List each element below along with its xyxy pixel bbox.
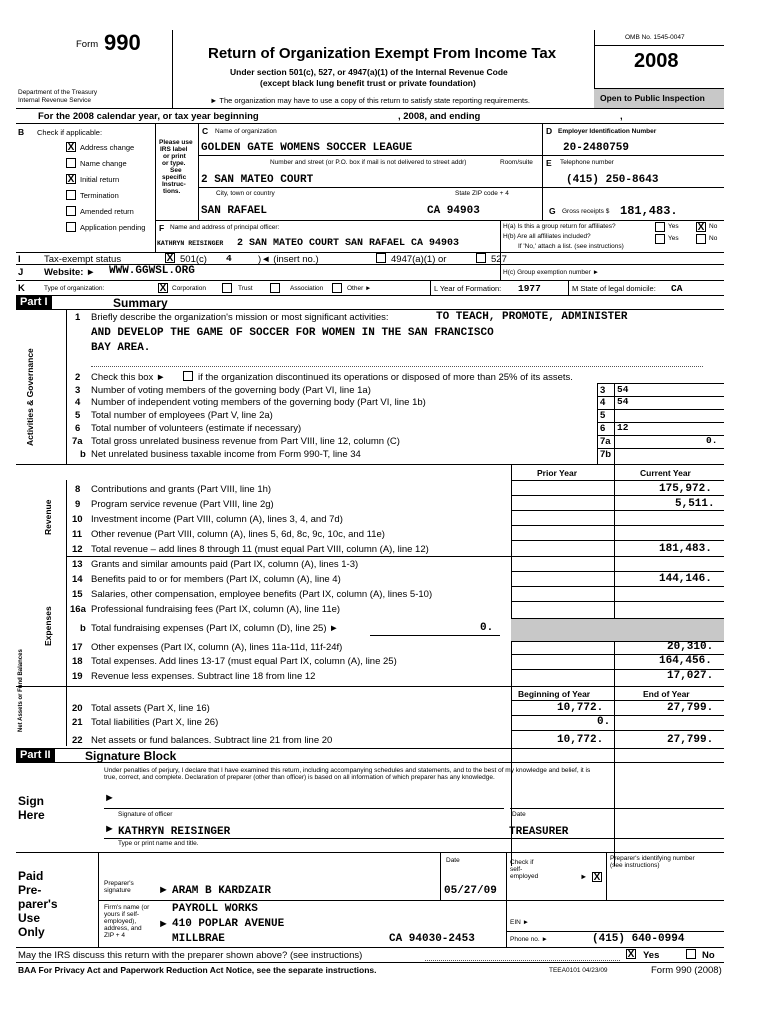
name-title-caption: Type or print name and title. <box>118 840 199 847</box>
line-number: 13 <box>72 559 83 570</box>
activities-governance-side-label: Activities & Governance <box>25 348 35 446</box>
yes-label: Yes <box>668 223 679 230</box>
line-16b-text: Total fundraising expenses (Part IX, column (D), line 25) ► <box>91 623 339 634</box>
amended-return-checkbox[interactable] <box>66 206 76 216</box>
line-11-text: Other revenue (Part VIII, column (A), lines 5, 6d, 8c, 9c, 10c, and 11e) <box>91 529 385 540</box>
principal-officer-caption: Name and address of principal officer: <box>170 224 280 231</box>
line-15-text: Salaries, other compensation, employee benefits (Part IX, column (A), lines 5-10) <box>91 589 433 600</box>
firm-caption-3: employed), <box>104 918 137 925</box>
department: Department of the Treasury <box>18 89 98 96</box>
affiliates-no-checkbox[interactable] <box>696 234 706 244</box>
state-domicile-value: CA <box>671 283 683 294</box>
line-13-text: Grants and similar amounts paid (Part IX, column (A), lines 1-3) <box>91 559 359 570</box>
no-label: No <box>709 235 718 242</box>
officer-name: KATHRYN REISINGER <box>118 826 231 838</box>
irs-label-text: See <box>170 167 182 174</box>
irs-label-text: tions. <box>163 188 181 195</box>
form-title: Return of Organization Exempt From Income Tax <box>208 45 557 62</box>
association-checkbox[interactable] <box>270 283 280 293</box>
amended-return-label: Amended return <box>80 207 134 216</box>
line-20-begin: 10,772. <box>557 702 604 714</box>
row-i-label: I <box>18 254 21 265</box>
officer-title: TREASURER <box>509 826 569 838</box>
line-16a-text: Professional fundraising fees (Part IX, column (A), line 11e) <box>91 604 341 615</box>
firm-street: 410 POPLAR AVENUE <box>172 918 285 930</box>
501c-checkbox[interactable]: X <box>166 253 174 264</box>
irs-label-text: Instruc- <box>162 181 186 188</box>
preparer-date: 05/27/09 <box>444 885 497 897</box>
omb-number: OMB No. 1545-0047 <box>625 34 685 41</box>
current-year-header: Current Year <box>640 468 691 478</box>
line-17-current: 20,310. <box>667 641 714 653</box>
row-k-label: K <box>18 283 25 294</box>
perjury-statement: Under penalties of perjury, I declare that I have examined this return, including accompanying schedules and statements, and to the best of my knowledge and belief, it is <box>104 767 591 774</box>
line-number: 10 <box>72 514 83 525</box>
name-change-checkbox[interactable] <box>66 158 76 168</box>
website-label: Website: ► <box>44 267 96 278</box>
section-f-label: F <box>159 223 165 233</box>
line-7a-value: 0. <box>706 435 718 446</box>
row-j-label: J <box>18 267 24 278</box>
line-9-text: Program service revenue (Part VIII, line 2g) <box>91 499 274 510</box>
section-c-label: C <box>202 126 209 136</box>
line-20-text: Total assets (Part X, line 16) <box>91 703 210 714</box>
privacy-notice: BAA For Privacy Act and Paperwork Reduction Act Notice, see the separate instructions. <box>18 965 377 975</box>
line-18-current: 164,456. <box>659 655 712 667</box>
line-10-text: Investment income (Part VIII, column (A), lines 3, 4, and 7d) <box>91 514 343 525</box>
ein-caption: Employer Identification Number <box>558 128 657 135</box>
discontinued-ops-checkbox[interactable] <box>183 371 193 381</box>
termination-label: Termination <box>80 191 119 200</box>
insert-no-label: )◄ (insert no.) <box>258 254 319 265</box>
line-number: b <box>80 623 86 634</box>
name-change-label: Name change <box>80 159 127 168</box>
prior-year-header: Prior Year <box>537 468 578 478</box>
line-2-rest: if the organization discontinued its operations or disposed of more than 25% of its assets. <box>198 372 573 383</box>
line-6-text: Total number of volunteers (estimate if necessary) <box>91 423 302 434</box>
org-street: 2 SAN MATEO COURT <box>201 174 314 186</box>
self-caption: self- <box>510 866 523 873</box>
initial-return-label: Initial return <box>80 175 120 184</box>
irs-label-text: specific <box>162 174 187 181</box>
line-16b-inline-value: 0. <box>480 622 494 634</box>
comma: , <box>620 111 623 122</box>
affiliates-yes-checkbox[interactable] <box>655 234 665 244</box>
open-to-public: Open to Public Inspection <box>600 93 705 103</box>
preparer-signature-caption: Preparer's <box>104 880 134 887</box>
part-1-tag: Part I <box>16 295 52 309</box>
4947-label: 4947(a)(1) or <box>391 254 447 265</box>
line-19-text: Revenue less expenses. Subtract line 18 from line 12 <box>91 671 316 682</box>
corporation-label: Corporation <box>172 285 206 292</box>
line-17-text: Other expenses (Part IX, column (A), lines 11a-11d, 11f-24f) <box>91 642 343 653</box>
gross-receipts-value: 181,483. <box>620 204 678 218</box>
phone-caption: Telephone number <box>560 159 614 166</box>
irs-label-text: or type. <box>162 160 186 167</box>
trust-label: Trust <box>238 285 253 292</box>
line-22-end: 27,799. <box>667 734 714 746</box>
city-caption: City, town or country <box>216 190 275 197</box>
firm-state-zip: CA 94030-2453 <box>389 933 475 945</box>
yes-label: Yes <box>668 235 679 242</box>
firm-phone-caption: Phone no. ► <box>510 936 548 943</box>
h-b-note: If 'No,' attach a list. (see instructions) <box>518 243 624 250</box>
address-change-label: Address change <box>80 143 135 152</box>
527-label: 527 <box>491 254 507 265</box>
line-1-text: Briefly describe the organization's mission or most significant activities: <box>91 312 389 323</box>
tax-exempt-status-label: Tax-exempt status <box>44 254 122 265</box>
ein-value: 20-2480759 <box>563 142 630 154</box>
revenue-side-label: Revenue <box>43 499 53 535</box>
irs-label-text: Please use <box>159 139 193 146</box>
line-4-text: Number of independent voting members of the governing body (Part VI, line 1b) <box>91 397 426 408</box>
form-subtitle: Under section 501(c), 527, or 4947(a)(1) of the Internal Revenue Code <box>230 67 508 77</box>
line-number: 11 <box>72 529 83 540</box>
initial-return-checkbox[interactable]: X <box>67 174 75 185</box>
application-pending-checkbox[interactable] <box>66 222 76 232</box>
line-5-text: Total number of employees (Part V, line 2a) <box>91 410 273 421</box>
discuss-yes-checkbox[interactable]: X <box>627 949 635 960</box>
website-value[interactable]: WWW.GGWSL.ORG <box>109 265 195 277</box>
expenses-side-label: Expenses <box>43 606 53 646</box>
irs-label-text: or print <box>163 153 186 160</box>
preparers-label: parer's <box>18 897 58 911</box>
end-of-year-header: End of Year <box>643 689 690 699</box>
ptin-caption-2: (see instructions) <box>610 862 660 869</box>
527-checkbox[interactable] <box>476 253 486 263</box>
firm-caption-2: yours if self- <box>104 911 140 918</box>
box-number: 7b <box>600 449 612 460</box>
irs-label-text: IRS label <box>160 146 188 153</box>
line-number: 6 <box>75 423 81 434</box>
beginning-of-year-header: Beginning of Year <box>518 689 591 699</box>
line-3-text: Number of voting members of the governing body (Part VI, line 1a) <box>91 385 371 396</box>
line-number: 14 <box>72 574 83 585</box>
mission-line-1: TO TEACH, PROMOTE, ADMINISTER <box>436 311 628 323</box>
line-21-begin: 0. <box>597 716 611 728</box>
principal-officer-name: KATHRYN REISINGER <box>157 240 224 247</box>
line-number: 18 <box>72 656 83 667</box>
line-14-text: Benefits paid to or for members (Part IX, column (A), line 4) <box>91 574 341 585</box>
check-if-applicable: Check if applicable: <box>37 128 103 137</box>
h-c-question: H(c) Group exemption number ► <box>503 269 600 276</box>
no-label: No <box>709 223 718 230</box>
org-name-caption: Name of organization <box>215 128 277 135</box>
line-number: 5 <box>75 410 81 421</box>
state-notice: ► The organization may have to use a copy of this return to satisfy state reporting requirements. <box>210 96 530 105</box>
gross-receipts-caption: Gross receipts $ <box>562 208 610 215</box>
termination-checkbox[interactable] <box>66 190 76 200</box>
4947-checkbox[interactable] <box>376 253 386 263</box>
line-number: 21 <box>72 717 83 728</box>
preparer-date-caption: Date <box>446 857 460 864</box>
application-pending-label: Application pending <box>80 223 146 232</box>
street-caption: Number and street (or P.O. box if mail is not delivered to street addr) <box>270 159 467 166</box>
line-8-current: 175,972. <box>659 483 712 495</box>
group-return-no-checkbox[interactable]: X <box>697 222 705 233</box>
h-a-question: H(a) Is this a group return for affiliates? <box>503 223 616 230</box>
firm-caption: Firm's name (or <box>104 904 150 911</box>
section-g-label: G <box>549 206 556 216</box>
line-number: 4 <box>75 397 81 408</box>
section-e-label: E <box>546 158 552 168</box>
firm-ein-caption: EIN ► <box>510 919 530 926</box>
line-22-begin: 10,772. <box>557 734 604 746</box>
preparer-name[interactable]: ARAM B KARDZAIR <box>172 885 272 897</box>
perjury-statement-2: true, correct, and complete. Declaration of preparer (other than officer) is based on all information of which preparer has any knowledge. <box>104 774 495 781</box>
address-change-checkbox[interactable]: X <box>67 142 75 153</box>
year-formation-value: 1977 <box>518 283 541 294</box>
sign-label: Sign <box>18 794 44 808</box>
line-9-current: 5,511. <box>675 498 715 510</box>
line-number: 12 <box>72 544 83 555</box>
line-7b-text: Net unrelated business taxable income from Form 990-T, line 34 <box>91 449 361 460</box>
section-d-label: D <box>546 126 553 136</box>
net-assets-side-label: Net Assets or Fund Balances <box>18 649 24 732</box>
irs-label: Internal Revenue Service <box>18 97 91 104</box>
other-label: Other ► <box>347 285 372 292</box>
use-label: Use <box>18 911 41 925</box>
line-number: 3 <box>75 385 81 396</box>
line-number: 20 <box>72 703 83 714</box>
tax-year: 2008 <box>634 50 679 72</box>
form-footer-label: Form 990 (2008) <box>651 965 722 976</box>
ptin-caption: Preparer's identifying number <box>610 855 695 862</box>
org-state-zip: CA 94903 <box>427 205 480 217</box>
firm-phone: (415) 640-0994 <box>592 933 685 945</box>
line-number: 7a <box>72 436 83 447</box>
irs-discuss-question: May the IRS discuss this return with the preparer shown above? (see instructions) <box>18 950 363 961</box>
preparer-signature-caption-2: signature <box>104 887 131 894</box>
discuss-no-label: No <box>702 950 715 961</box>
box-number: 4 <box>600 397 606 408</box>
line-6-value: 12 <box>617 422 629 433</box>
line-12-current: 181,483. <box>659 543 712 555</box>
state-zip-caption: State ZIP code + 4 <box>455 190 509 197</box>
phone-value: (415) 250-8643 <box>566 174 659 186</box>
group-return-yes-checkbox[interactable] <box>655 222 665 232</box>
mission-line-2: AND DEVELOP THE GAME OF SOCCER FOR WOMEN IN THE SAN FRANCISCO <box>91 327 494 339</box>
org-city: SAN RAFAEL <box>201 205 268 217</box>
line-4-value: 54 <box>617 396 629 407</box>
box-number: 7a <box>600 436 611 447</box>
form-number: 990 <box>104 30 141 55</box>
mission-line-3: BAY AREA. <box>91 342 151 354</box>
line-8-text: Contributions and grants (Part VIII, line 1h) <box>91 484 272 495</box>
principal-officer-address: 2 SAN MATEO COURT SAN RAFAEL CA 94903 <box>237 238 460 249</box>
box-number: 6 <box>600 423 606 434</box>
line-number: 9 <box>75 499 81 510</box>
form-990-page: Form 990 Department of the Treasury Internal Revenue Service Return of Organization Exempt From Income Tax Under section 501(c), 527, or 4947(a)(1) of the Internal Revenue Code (except black lung benefit trust or private foundation) ► The organization may have to use a copy of this return to satisfy state reporting requirements. OMB No. 1545-0047 2008 Open to Public Inspection For the 2008 calendar year, or tax year beginning , 2008, and ending , B Check if applicable: X Address change Name change X Initial return Termination Amended return Application pending Please use IRS label or print or type. See specific Instruc- tions. C Name of organization GOLDEN GATE WOMENS SOCCER LEAGUE Number and street (or P.O. box if mail is not delivered to street addr) Room/suite 2 SAN MATEO COURT City, town or country State ZIP code + 4 SAN RAFAEL CA 94903 D Employer Identification Number 20-2480759 E Telephone number (415) 250-8643 G Gross receipts $ 181,483. F Name and address of principal officer: KATHRYN REISINGER 2 SAN MATEO COURT SAN RAFAEL CA 94903 H(a) Is this a group return for affiliates? Yes X No H(b) Are all affiliates included? Yes No If 'No,' attach a list. (see instructions) I Tax-exempt status X 501(c) 4 )◄ (insert no.) 4947(a)(1) or 527 J Website: ► WWW.GGWSL.ORG H(c) Group exemption number ► K Type of organization: X Corporation Trust Association Other ► L Year of Formation: 1977 M State of legal domicile: CA Part I Summary Activities & Governance 1 Briefly describe the organization's mission or most significant activities: TO TEACH, PROMOTE, ADMINISTER AND DEVELOP THE GAME OF SOCCER FOR WOMEN IN THE SAN FRANCISCO BAY AREA. 2 Check this box ► if the organization discontinued its operations or disposed of more than 25% of its assets. 3 Number of voting members of the governing body (Part VI, line 1a) 3 54 4 Number of independent voting members of the governing body (Part VI, line 1b) 4 54 5 Total number of employees (Part V, line 2a) 5 6 Total number of volunteers (estimate if necessary) 6 12 7a Total gross unrelated business revenue from Part VIII, line 12, column (C) 7a 0. b Net unrelated business taxable income from Form 990-T, line 34 7b Prior Year Current Year Revenue 8 Contributions and grants (Part VIII, line 1h) 175,972. 9 Program service revenue (Part VIII, line 2g) 5,511. 10 Investment income (Part VIII, column (A), lines 3, 4, and 7d) 11 Other revenue (Part VIII, column (A), lines 5, 6d, 8c, 9c, 10c, and 11e) 12 Total revenue – add lines 8 through 11 (must equal Part VIII, column (A), line 12) 181,483. Expenses 13 Grants and similar amounts paid (Part IX, column (A), lines 1-3) 14 Benefits paid to or for members (Part IX, column (A), line 4) 144,146. 15 Salaries, other compensation, employee benefits (Part IX, column (A), lines 5-10) 16a Professional fundraising fees (Part IX, column (A), line 11e) b Total fundraising expenses (Part IX, column (D), line 25) ► 0. 17 Other expenses (Part IX, column (A), lines 11a-11d, 11f-24f) 20,310. 18 Total expenses. Add lines 13-17 (must equal Part IX, column (A), line 25) 164,456. 19 Revenue less expenses. Subtract line 18 from line 12 17,027. Beginning of Year End of Year Net Assets or Fund Balances 20 Total assets (Part X, line 16) 10,772. 27,799. 21 Total liabilities (Part X, line 26) 0. 22 Net assets or fund balances. Subtract line 21 from line 20 10,772. 27,799. Part II Signature Block Under penalties of perjury, I declare that I have examined this return, including accompanying schedules and statements, and to the best of my knowledge and belief, it is true, correct, and complete. Declaration of preparer (other than officer) is based on all information of which preparer has any knowledge. Sign Here ► Signature of officer Date ► KATHRYN REISINGER TREASURER Type or print name and title. Paid Pre- parer's Use Only Date Check if self- employed ► X Preparer's identifying number (see instructions) Preparer's signature ► ARAM B KARDZAIR 05/27/09 Firm's name (or yours if self- employed), address, and ZIP + 4 PAYROLL WORKS ► 410 POPLAR AVENUE MILLBRAE CA 94030-2453 EIN ► Phone no. ► (415) 640-0994 May the IRS discuss this return with the preparer shown above? (see instructions) X Yes No BAA For Privacy Act and Paperwork Reduction Act Notice, see the separate instructions. TEEA0101 04/23/09 Form 990 (2008) <box>0 0 770 1024</box>
date-caption: Date <box>512 811 526 818</box>
part-2-title: Signature Block <box>85 749 177 763</box>
discuss-yes-label: Yes <box>643 950 660 961</box>
line-number: 8 <box>75 484 81 495</box>
org-name: GOLDEN GATE WOMENS SOCCER LEAGUE <box>201 142 413 154</box>
trust-checkbox[interactable] <box>222 283 232 293</box>
line-20-end: 27,799. <box>667 702 714 714</box>
line-18-text: Total expenses. Add lines 13-17 (must equal Part IX, column (A), line 25) <box>91 656 397 667</box>
other-checkbox[interactable] <box>332 283 342 293</box>
year-formation-label: L Year of Formation: <box>434 284 502 293</box>
line-7a-text: Total gross unrelated business revenue from Part VIII, line 12, column (C) <box>91 436 400 447</box>
form-word: Form <box>76 39 99 50</box>
preparer-label: Pre- <box>18 883 42 897</box>
self-employed-checkbox[interactable]: X <box>593 872 601 883</box>
line-number: 15 <box>72 589 83 600</box>
line-number: 17 <box>72 642 83 653</box>
org-type-label: Type of organization: <box>44 285 105 292</box>
discuss-no-checkbox[interactable] <box>686 949 696 959</box>
line-22-text: Net assets or fund balances. Subtract line 21 from line 20 <box>91 735 333 746</box>
association-label: Association <box>290 285 324 292</box>
firm-name: PAYROLL WORKS <box>172 903 258 915</box>
form-code: TEEA0101 04/23/09 <box>549 967 608 974</box>
part-1-title: Summary <box>113 296 168 310</box>
here-label: Here <box>18 808 45 822</box>
line-number: 22 <box>72 735 83 746</box>
line-12-text: Total revenue – add lines 8 through 11 (must equal Part VIII, column (A), line 12) <box>91 544 429 555</box>
line-14-current: 144,146. <box>659 573 712 585</box>
line-21-text: Total liabilities (Part X, line 26) <box>91 717 219 728</box>
501c-label: 501(c) <box>180 254 207 265</box>
firm-city: MILLBRAE <box>172 933 225 945</box>
line-3-value: 54 <box>617 384 629 395</box>
line-19-current: 17,027. <box>667 670 714 682</box>
part-2-tag: Part II <box>16 748 55 762</box>
state-domicile-label: M State of legal domicile: <box>572 284 656 293</box>
firm-caption-4: address, and <box>104 925 142 932</box>
section-b-label: B <box>18 127 25 137</box>
and-ending: , 2008, and ending <box>398 111 481 122</box>
h-b-question: H(b) Are all affiliates included? <box>503 233 591 240</box>
form-subtitle-2: (except black lung benefit trust or private foundation) <box>260 78 476 88</box>
room-suite-caption: Room/suite <box>500 159 533 166</box>
check-if-caption: Check if <box>510 859 534 866</box>
box-number: 3 <box>600 385 606 396</box>
line-number: b <box>80 449 86 460</box>
employed-caption: employed <box>510 873 539 880</box>
line-2-text: Check this box ► <box>91 372 166 383</box>
line-number: 16a <box>70 604 86 615</box>
corporation-checkbox[interactable]: X <box>159 283 167 294</box>
box-number: 5 <box>600 410 606 421</box>
firm-caption-5: ZIP + 4 <box>104 932 126 939</box>
paid-label: Paid <box>18 869 44 883</box>
line-number: 19 <box>72 671 83 682</box>
signature-of-officer-caption[interactable]: Signature of officer <box>118 811 173 818</box>
calendar-year-line: For the 2008 calendar year, or tax year beginning <box>38 111 259 122</box>
501c-number: 4 <box>226 253 232 264</box>
only-label: Only <box>18 925 45 939</box>
